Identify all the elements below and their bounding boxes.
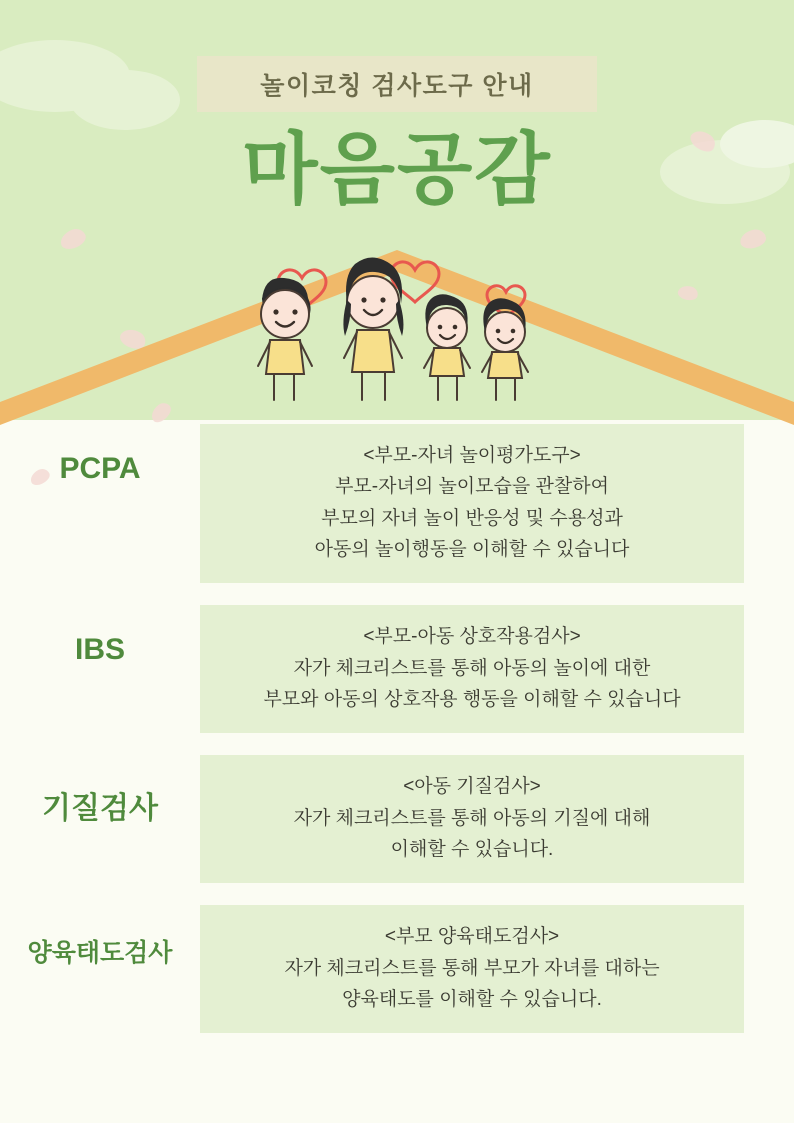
list-item <box>0 605 794 733</box>
petal-icon <box>739 228 768 250</box>
list-item <box>0 755 794 883</box>
row-description-parenting <box>200 905 744 1033</box>
petal-icon <box>58 226 89 252</box>
description-line: 부모-자녀의 놀이모습을 관찰하여 <box>335 476 609 498</box>
description-line: <부모-아동 상호작용검사> <box>363 626 581 648</box>
petal-icon <box>677 284 700 303</box>
description-line: <부모-자녀 놀이평가도구> <box>363 445 581 466</box>
ribbon-label: 놀이코칭 검사도구 안내 <box>260 72 534 100</box>
description-line: 자가 체크리스트를 통해 아동의 놀이에 대한 <box>293 657 651 679</box>
description-line: 부모의 자녀 놀이 반응성 및 수용성과 <box>321 507 623 529</box>
description-line: 양육태도를 이해할 수 있습니다. <box>342 989 602 1011</box>
description-line: 부모와 아동의 상호작용 행동을 이해할 수 있습니다 <box>263 689 681 711</box>
row-label-ibs: IBS <box>74 633 125 667</box>
description-line: <아동 기질검사> <box>403 776 541 798</box>
header-ribbon <box>197 56 597 112</box>
row-description-ibs <box>200 605 744 733</box>
row-label-temperament: 기질검사 <box>42 792 158 826</box>
description-line: 아동의 놀이행동을 이해할 수 있습니다 <box>314 539 630 561</box>
test-list <box>0 424 794 1055</box>
row-label-parenting: 양육태도검사 <box>27 939 173 968</box>
petal-icon <box>117 325 148 352</box>
row-description-pcpa <box>200 424 744 583</box>
row-description-temperament <box>200 755 744 883</box>
cloud-shape <box>70 70 180 130</box>
description-line: 자가 체크리스트를 통해 아동의 기질에 대해 <box>293 807 651 829</box>
list-item <box>0 905 794 1033</box>
description-line: 이해할 수 있습니다. <box>390 839 554 861</box>
description-line: 자가 체크리스트를 통해 부모가 자녀를 대하는 <box>284 957 660 979</box>
list-item <box>0 424 794 583</box>
page-title: 마음공감 <box>242 125 552 213</box>
family-illustration <box>240 240 560 400</box>
row-label-pcpa: PCPA <box>59 452 141 485</box>
description-line: <부모 양육태도검사> <box>384 926 560 948</box>
